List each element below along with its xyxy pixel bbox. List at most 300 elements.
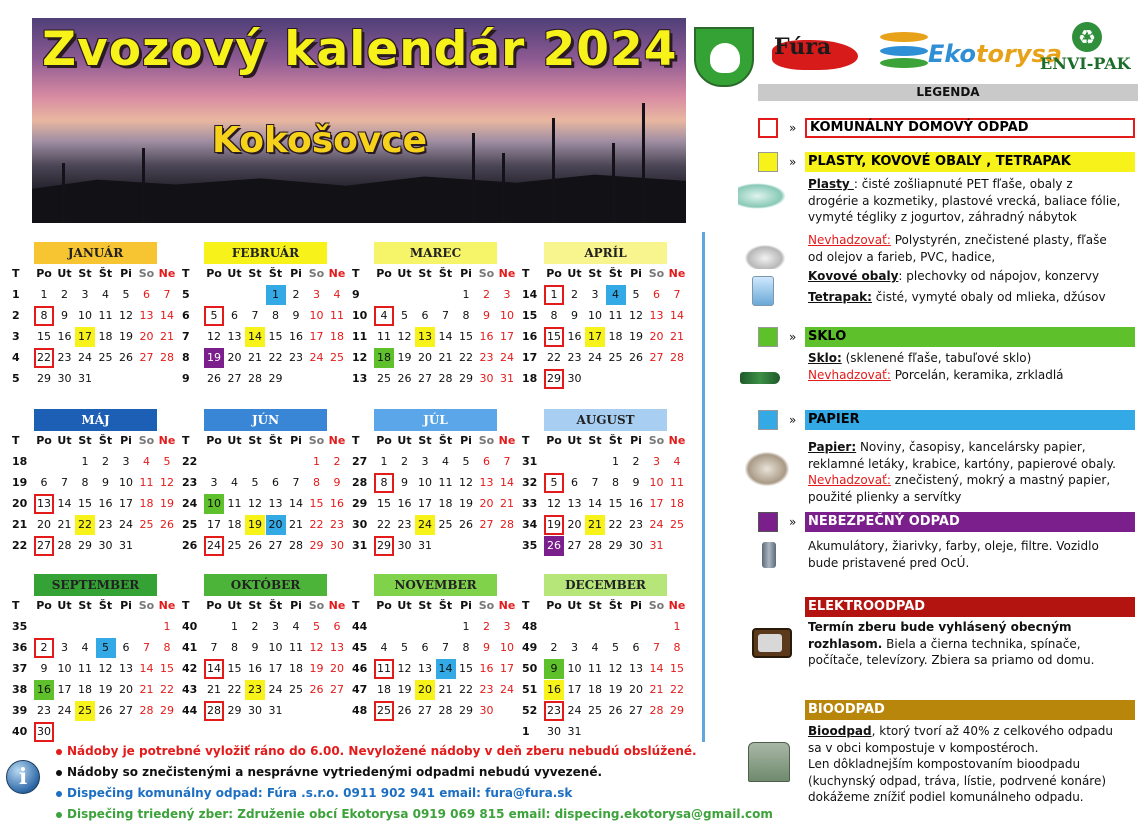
nevhadzovat-title: Nevhadzovať: [808, 367, 891, 382]
calendar-day: 10 [588, 309, 602, 322]
calendar-day: 27 [330, 683, 344, 696]
calendar-day: 26 [629, 351, 643, 364]
day-of-week-label: Pi [460, 599, 472, 612]
note-line [56, 765, 602, 779]
day-of-week-label: Št [98, 599, 113, 612]
calendar-day: 9 [483, 641, 490, 654]
calendar-day: 6 [122, 641, 130, 654]
calendar-day: 17 [75, 327, 95, 347]
calendar-day: 30 [629, 539, 643, 552]
calendar-day: 4 [673, 455, 681, 468]
calendar-day: 26 [608, 704, 623, 717]
calendar-day: 25 [98, 351, 113, 364]
calendar-day: 7 [251, 309, 259, 322]
tree-silhouette [472, 133, 475, 223]
calendar-day: 14 [588, 497, 602, 510]
calendar-day: 31 [268, 704, 283, 717]
calendar-day: 12 [397, 330, 412, 343]
calendar-day: 6 [483, 455, 490, 468]
calendar-day: 8 [374, 473, 394, 493]
calendar-day: 1 [266, 285, 286, 305]
week-number: 13 [352, 372, 368, 385]
day-of-week-label: Št [608, 599, 623, 612]
calendar-day: 27 [119, 704, 133, 717]
week-number: 16 [522, 330, 538, 343]
bio-title: Bioodpad [808, 724, 872, 738]
calendar-day: 5 [163, 455, 171, 468]
calendar-day: 11 [98, 309, 113, 322]
calendar-day: 25 [374, 701, 394, 721]
calendar-day: 5 [462, 455, 470, 468]
calendar-day: 28 [649, 704, 664, 717]
calendar-day: 7 [442, 309, 449, 322]
calendar-day: 31 [418, 539, 432, 552]
calendar-day: 19 [397, 351, 412, 364]
calendar-day: 18 [78, 683, 92, 696]
calendar-day: 14 [204, 659, 224, 679]
day-of-week-label: Pi [120, 599, 132, 612]
calendar-day: 15 [459, 662, 473, 675]
week-number: 45 [352, 641, 368, 654]
calendar-day: 8 [81, 476, 89, 489]
bio-line: dokážeme znížiť podiel komunálneho odpadu. [808, 790, 1084, 804]
week-number: 46 [352, 662, 368, 675]
calendar-day: 7 [653, 641, 660, 654]
calendar-day: 25 [75, 701, 95, 721]
week-number: 31 [352, 539, 368, 552]
week-number: 8 [182, 351, 190, 364]
calendar-day: 19 [459, 497, 473, 510]
calendar-day: 19 [397, 683, 412, 696]
calendar-day: 23 [397, 518, 412, 531]
calendar-day: 28 [204, 701, 224, 721]
glass-bottle-icon [740, 372, 780, 384]
legend-text-tetrapak [808, 289, 1106, 306]
calendar-day: 1 [163, 620, 171, 633]
calendar-day: 24 [500, 683, 514, 696]
note-line [56, 744, 697, 758]
calendar-day: 20 [227, 351, 242, 364]
legend-swatch-nebezpecny [758, 512, 778, 532]
calendar-day: 24 [57, 704, 72, 717]
day-of-week-label: Ut [227, 267, 242, 280]
week-number: 31 [522, 455, 538, 468]
calendar-day: 20 [567, 518, 582, 531]
legend-text-kovove-obaly [808, 268, 1099, 285]
calendar-day: 23 [330, 518, 344, 531]
day-of-week-label: T [12, 434, 20, 447]
calendar-day: 26 [397, 704, 412, 717]
day-of-week-label: Po [36, 267, 52, 280]
day-of-week-label: So [648, 434, 665, 447]
calendar-day: 14 [160, 309, 174, 322]
calendar-day: 5 [401, 309, 408, 322]
day-of-week-label: Ne [498, 434, 516, 447]
calendar-day: 3 [210, 476, 218, 489]
calendar-day: 17 [309, 330, 324, 343]
calendar-day: 13 [268, 497, 283, 510]
calendar-day: 5 [632, 288, 640, 301]
calendar-day: 19 [544, 515, 564, 535]
tree-silhouette [612, 143, 615, 223]
day-of-week-label: Ne [328, 267, 346, 280]
calendar-day: 27 [418, 704, 432, 717]
calendar-day: 28 [670, 351, 684, 364]
calendar-day: 13 [567, 497, 582, 510]
day-of-week-label: Ut [57, 599, 72, 612]
day-of-week-label: Po [546, 434, 562, 447]
calendar-day: 21 [500, 497, 514, 510]
calendar-day: 29 [309, 539, 324, 552]
week-number: 10 [352, 309, 368, 322]
calendar-day: 3 [591, 288, 599, 301]
bio-line: Len dôkladnejším kompostovaním bioodpadu [808, 757, 1081, 771]
kovove-obaly-line: : plechovky od nápojov, konzervy [898, 269, 1100, 283]
legend-swatch-papier [758, 410, 778, 430]
calendar-day: 9 [61, 309, 68, 322]
legend-arrow: » [789, 121, 797, 135]
calendar-day: 5 [96, 638, 116, 658]
day-of-week-label: St [418, 599, 432, 612]
legend-text-papier [808, 439, 1116, 505]
day-of-week-label: St [588, 267, 602, 280]
calendar-day: 6 [272, 476, 279, 489]
day-of-week-label: Št [438, 599, 453, 612]
calendar-day: 15 [160, 662, 174, 675]
calendar-day: 14 [438, 330, 453, 343]
day-of-week-label: Pi [460, 267, 472, 280]
calendar-day: 7 [673, 288, 681, 301]
week-number: 15 [522, 309, 538, 322]
calendar-day: 30 [34, 722, 54, 742]
calendar-day: 8 [673, 641, 681, 654]
calendar-day: 18 [227, 518, 242, 531]
calendar-day: 22 [670, 683, 684, 696]
calendar-day: 17 [57, 683, 72, 696]
week-number: 27 [352, 455, 368, 468]
calendar-day: 29 [608, 539, 623, 552]
calendar-day: 22 [268, 351, 283, 364]
elektro-line: Biela a čierna technika, spínače, [882, 636, 1081, 651]
calendar-day: 26 [207, 372, 221, 385]
calendar-day: 4 [333, 288, 341, 301]
calendar-day: 17 [585, 327, 605, 347]
day-of-week-label: T [12, 599, 20, 612]
calendar-day: 10 [500, 641, 514, 654]
calendar-day: 29 [544, 369, 564, 389]
calendar-day: 15 [608, 497, 623, 510]
day-of-week-label: Pi [290, 434, 302, 447]
calendar-day: 14 [436, 659, 456, 679]
village-name: Kokošovce [212, 120, 428, 161]
calendar-day: 29 [227, 704, 242, 717]
day-of-week-label: T [352, 434, 360, 447]
calendar-day: 9 [544, 659, 564, 679]
calendar-day: 4 [231, 476, 238, 489]
bullet-icon [56, 749, 62, 755]
calendar-day: 27 [629, 704, 643, 717]
day-of-week-label: St [78, 434, 92, 447]
calendar-day: 2 [102, 455, 109, 468]
calendar-day: 28 [438, 704, 453, 717]
calendar-day: 11 [588, 662, 602, 675]
calendar-day: 15 [37, 330, 51, 343]
calendar-day: 28 [139, 704, 154, 717]
day-of-week-label: So [478, 599, 495, 612]
legend-label-papier: PAPIER [805, 410, 1135, 430]
calendar-day: 19 [204, 348, 224, 368]
calendar-day: 18 [377, 683, 391, 696]
month-header: AUGUST [544, 409, 667, 431]
calendar-day: 8 [163, 641, 171, 654]
calendar-day: 2 [292, 288, 300, 301]
week-number: 40 [12, 725, 28, 738]
plasty-line: : čisté zošliapnuté PET fľaše, obaly z [853, 177, 1073, 191]
month-header: APRÍL [544, 242, 667, 264]
calendar-day: 27 [567, 539, 582, 552]
calendar-day: 12 [397, 662, 412, 675]
calendar-day: 17 [268, 662, 283, 675]
week-number: 22 [182, 455, 198, 468]
day-of-week-label: Ne [158, 434, 176, 447]
calendar-day: 22 [160, 683, 174, 696]
week-number: 37 [12, 662, 28, 675]
week-number: 7 [182, 330, 190, 343]
calendar-day: 21 [585, 515, 605, 535]
calendar-day: 14 [500, 476, 514, 489]
calendar-day: 18 [670, 497, 684, 510]
tetrapak-title: Tetrapak: [808, 290, 872, 304]
calendar-day: 29 [268, 372, 283, 385]
week-number: 23 [182, 476, 198, 489]
calendar-day: 18 [608, 330, 623, 343]
week-number: 43 [182, 683, 198, 696]
month-header: JANUÁR [34, 242, 157, 264]
bullet-icon [56, 791, 62, 797]
day-of-week-label: Pi [630, 599, 642, 612]
calendar-day: 22 [377, 518, 391, 531]
calendar-day: 5 [612, 641, 619, 654]
calendar-day: 4 [591, 641, 599, 654]
week-number: 30 [352, 518, 368, 531]
calendar-day: 24 [268, 683, 283, 696]
day-of-week-label: Ne [668, 599, 686, 612]
legend-label-sklo: SKLO [805, 327, 1135, 347]
calendar-day: 1 [313, 455, 320, 468]
day-of-week-label: Ne [498, 599, 516, 612]
week-number: 40 [182, 620, 198, 633]
week-number: 32 [522, 476, 538, 489]
week-number: 19 [12, 476, 28, 489]
day-of-week-label: Po [546, 267, 562, 280]
calendar-day: 8 [462, 641, 470, 654]
nevhadzovat-line: Polystyrén, znečistené plasty, fľaše [890, 233, 1107, 247]
calendar-day: 8 [231, 641, 238, 654]
calendar-day: 24 [649, 518, 664, 531]
legend-label-nebezpecny: NEBEZPEČNÝ ODPAD [805, 512, 1135, 532]
day-of-week-label: T [12, 267, 20, 280]
day-of-week-label: So [478, 267, 495, 280]
calendar-day: 13 [415, 327, 435, 347]
tetrapak-carton-icon [752, 276, 774, 306]
calendar-day: 16 [544, 680, 564, 700]
day-of-week-label: Po [36, 434, 52, 447]
calendar-day: 30 [330, 539, 344, 552]
calendar-day: 9 [483, 309, 490, 322]
legend-text-plasty [808, 176, 1120, 226]
day-of-week-label: T [352, 267, 360, 280]
calendar-day: 16 [629, 497, 643, 510]
television-icon [752, 628, 792, 658]
week-number: 18 [12, 455, 28, 468]
day-of-week-label: Po [376, 434, 392, 447]
month-header: FEBRUÁR [204, 242, 327, 264]
calendar-day: 14 [670, 309, 684, 322]
day-of-week-label: St [418, 434, 432, 447]
calendar-day: 20 [330, 662, 344, 675]
calendar-day: 25 [289, 683, 303, 696]
calendar-day: 26 [544, 536, 564, 556]
calendar-day: 1 [462, 620, 470, 633]
calendar-day: 12 [608, 662, 623, 675]
calendar-day: 9 [292, 309, 300, 322]
calendar-day: 16 [98, 497, 113, 510]
month-header: MÁJ [34, 409, 157, 431]
nevhadzovat-title: Nevhadzovať: [808, 233, 891, 247]
calendar-day: 22 [227, 683, 242, 696]
calendar-day: 14 [139, 662, 154, 675]
week-number: 41 [182, 641, 198, 654]
calendar-day: 15 [78, 497, 92, 510]
calendar-day: 25 [438, 518, 453, 531]
calendar-day: 16 [330, 497, 344, 510]
calendar-day: 22 [75, 515, 95, 535]
week-number: 2 [12, 309, 20, 322]
calendar-day: 2 [550, 641, 558, 654]
bio-line: , ktorý tvorí až 40% z celkového odpadu [871, 724, 1113, 738]
calendar-day: 2 [34, 638, 54, 658]
day-of-week-label: Št [438, 267, 453, 280]
calendar-day: 20 [119, 683, 133, 696]
day-of-week-label: T [182, 434, 190, 447]
calendar-day: 17 [500, 330, 514, 343]
calendar-day: 31 [119, 539, 133, 552]
week-number: 39 [12, 704, 28, 717]
day-of-week-label: So [308, 267, 325, 280]
nevhadzovat-line: použité plienky a servítky [808, 489, 962, 504]
papier-line: Noviny, časopisy, kancelársky papier, [856, 440, 1086, 454]
week-number: 18 [522, 372, 538, 385]
calendar-day: 23 [57, 351, 72, 364]
day-of-week-label: Pi [290, 267, 302, 280]
calendar-day: 22 [608, 518, 623, 531]
calendar-day: 6 [143, 288, 150, 301]
calendar-day: 5 [204, 306, 224, 326]
calendar-day: 25 [608, 351, 623, 364]
kovove-obaly-title: Kovové obaly [808, 269, 899, 283]
week-number: 9 [182, 372, 190, 385]
ekotorysa-wave-icon [880, 46, 928, 56]
ekotorysa-logo-text-b: torysa [976, 40, 1062, 68]
calendar-day: 6 [632, 641, 640, 654]
day-of-week-label: Ut [397, 599, 412, 612]
calendar-day: 15 [459, 330, 473, 343]
calendar-day: 13 [629, 662, 643, 675]
calendar-day: 1 [40, 288, 48, 301]
ekotorysa-wave-icon [880, 58, 928, 68]
day-of-week-label: So [138, 434, 155, 447]
legend-text-bio [808, 723, 1113, 806]
legend-label-komunal: KOMUNÁLNY DOMOVÝ ODPAD [805, 118, 1135, 138]
month-header: MAREC [374, 242, 497, 264]
sklo-line: (sklenené fľaše, tabuľové sklo) [841, 351, 1032, 365]
divider-line [702, 232, 705, 742]
calendar-day: 17 [567, 683, 582, 696]
calendar-day: 21 [438, 683, 453, 696]
calendar-day: 11 [330, 309, 344, 322]
calendar-day: 12 [547, 497, 561, 510]
month-header: SEPTEMBER [34, 574, 157, 596]
week-number: 14 [522, 288, 538, 301]
legend-arrow: » [789, 330, 797, 344]
calendar-day: 2 [632, 455, 640, 468]
legend-text-nevhadzovat-plasty [808, 232, 1107, 265]
calendar-day: 10 [309, 309, 324, 322]
calendar-day: 11 [670, 476, 684, 489]
calendar-day: 14 [245, 327, 265, 347]
calendar-day: 13 [119, 662, 133, 675]
calendar-day: 16 [479, 662, 494, 675]
calendar-day: 25 [588, 704, 602, 717]
village-crest-icon [694, 27, 754, 87]
calendar-day: 2 [401, 455, 408, 468]
calendar-day: 18 [588, 683, 602, 696]
day-of-week-label: T [522, 267, 530, 280]
week-number: 48 [352, 704, 368, 717]
calendar-day: 12 [98, 662, 113, 675]
note-text: Nádoby je potrebné vyložiť ráno do 6.00. Nevyložené nádoby v deň zberu nebudú obslúžené. [67, 744, 697, 758]
day-of-week-label: St [78, 599, 92, 612]
day-of-week-label: St [248, 599, 262, 612]
week-number: 50 [522, 662, 538, 675]
calendar-day: 15 [309, 497, 324, 510]
calendar-day: 11 [227, 497, 242, 510]
day-of-week-label: Št [98, 267, 113, 280]
calendar-day: 18 [289, 662, 303, 675]
calendar-day: 11 [438, 476, 453, 489]
calendar-day: 29 [459, 704, 473, 717]
week-number: 35 [12, 620, 28, 633]
week-number: 51 [522, 683, 538, 696]
calendar-day: 21 [248, 351, 262, 364]
calendar-day: 4 [143, 455, 150, 468]
calendar-day: 28 [588, 539, 602, 552]
week-number: 34 [522, 518, 538, 531]
week-number: 3 [12, 330, 20, 343]
calendar-day: 27 [649, 351, 664, 364]
calendar-day: 22 [459, 683, 473, 696]
calendar-day: 25 [330, 351, 344, 364]
calendar-day: 8 [313, 476, 320, 489]
calendar-day: 15 [544, 327, 564, 347]
calendar-day: 29 [670, 704, 684, 717]
day-of-week-label: Ne [158, 267, 176, 280]
note-text: Nádoby so znečistenými a nesprávne vytriedenými odpadmi nebudú vyvezené. [67, 765, 603, 779]
calendar-day: 24 [500, 351, 514, 364]
calendar-day: 27 [34, 536, 54, 556]
calendar-day: 21 [289, 518, 303, 531]
calendar-day: 14 [649, 662, 664, 675]
